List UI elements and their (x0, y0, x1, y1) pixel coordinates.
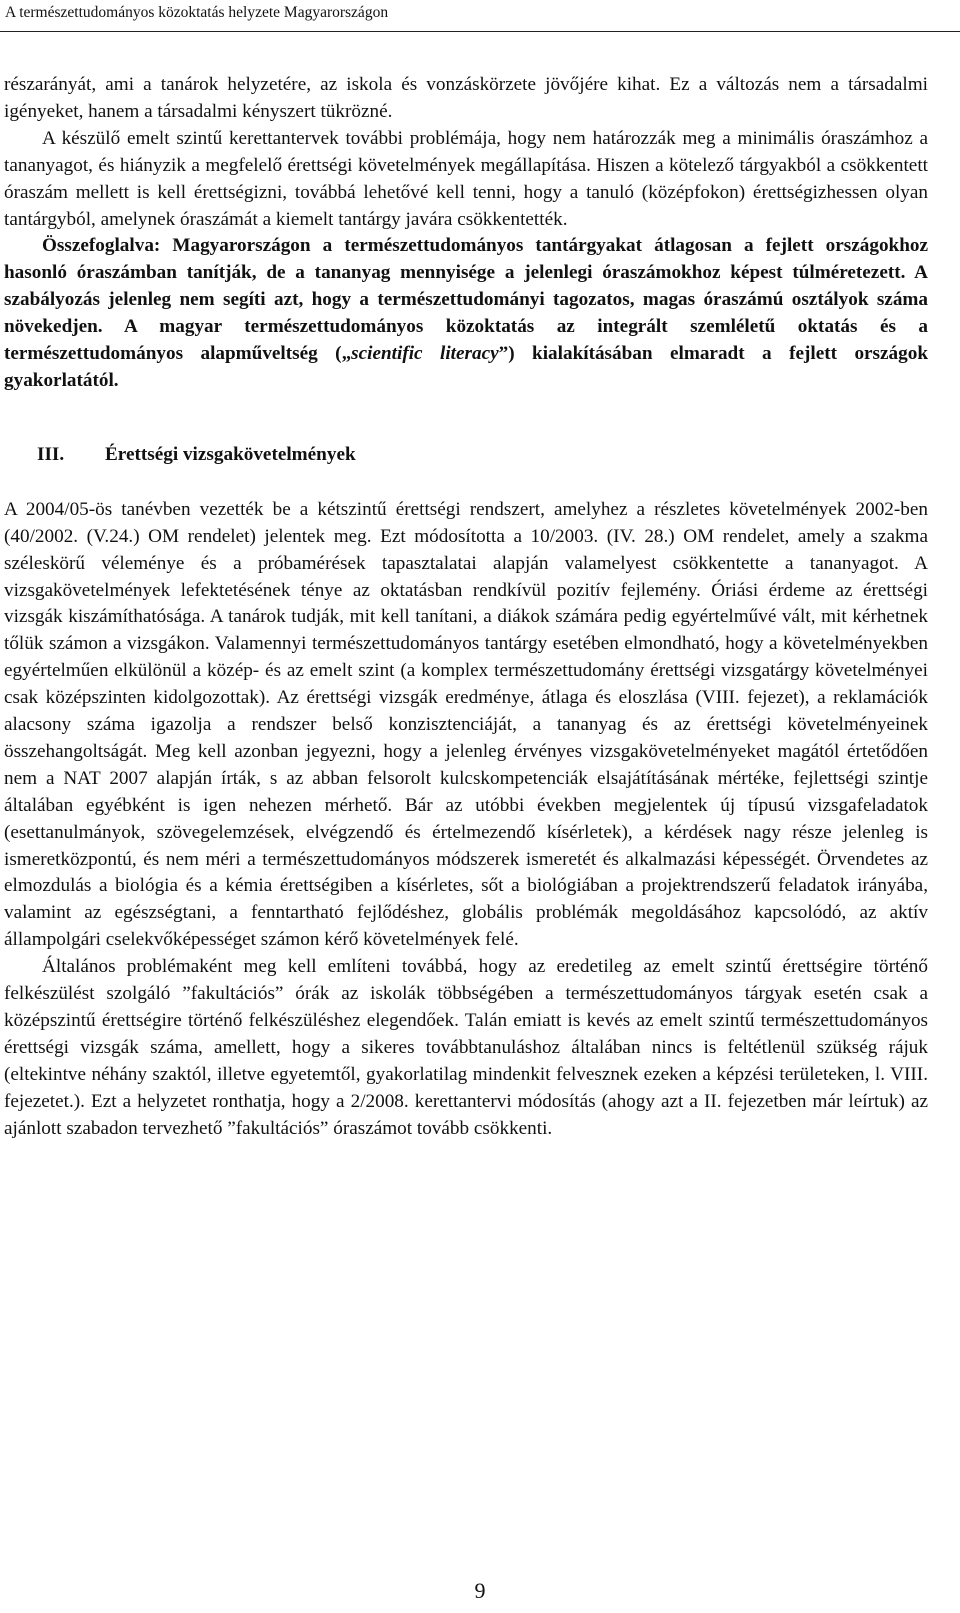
document-body (4, 72, 928, 1143)
summary-text-part1: Összefoglalva: Magyarországon a természettudományos tantárgyakat átlagosan a fejlett országokhoz hasonló óraszámban tanítják, de a tananyag mennyisége a jelenlegi óraszámokhoz képest túlméretezett. A szabályozás jelenleg nem segíti azt, hogy a természettudományi tagozatos, magas óraszámú osztályok száma növekedjen. A magyar természettudományos közoktatás az integrált szemléletű oktatás és a természettudományos alapműveltség („ (4, 235, 928, 365)
section-title: Érettségi vizsgakövetelmények (105, 443, 356, 465)
paragraph-erettsegi: A 2004/05-ös tanévben vezették be a kétszintű érettségi rendszert, amelyhez a részletes követelmények 2002-ben (40/2002. (V.24.) OM rendelet) jelentek meg. Ezt módosította a 10/2003. (IV. 28.) OM rendelet, amely a szakma széleskörű véleménye és a próbamérések tapasztalatai alapján valamelyest csökkentette a tananyagot. A vizsgakövetelmények lefektetésének ténye az oktatásban rendkívül pozitív fejlemény. Óriási érdeme az érettségi vizsgák kiszámíthatósága. A tanárok tudják, mit kell tanítani, a diákok számára pedig egyértelművé vált, mit kérhetnek tőlük számon a vizsgákon. Valamennyi természettudományos tantárgy esetében elmondható, hogy a követelményekben egyértelműen elkülönül a közép- és az emelt szint (a komplex természettudomány érettségi vizsgatárgy követelményei csak középszinten kidolgozottak). Az érettségi vizsgák eredménye, átlaga és eloszlása (VIII. fejezet), a reklamációk alacsony száma igazolja a rendszer belső konzisztenciáját, a tananyag és az érettségi követelményeinek összehangoltságát. Meg kell azonban jegyezni, hogy a jelenleg érvényes vizsgakövetelményeket magától értetődően nem a NAT 2007 alapján írták, s az abban felsorolt kulcskompetenciák elsajátításának mértéke, fejlettségi szintje általában egyébként is igen nehezen mérhető. Bár az utóbbi években megjelentek új típusú vizsgafeladatok (esettanulmányok, szövegelemzések, elvégzendő és értelmezendő kísérletek), a kérdések nagy része jelenleg is ismeretközpontú, és nem méri a természettudományos módszerek ismeretét és alkalmazási képességét. Örvendetes az elmozdulás a biológia és a kémia érettségiben a kísérletes, sőt a biológiában a projektrendszerű feladatok irányába, valamint az egészségtani, a fenntartható fejlődéshez, globális problémák megoldásához kapcsolódó, az aktív állampolgári cselekvőképességet számon kérő követelmények felé. (4, 498, 928, 951)
paragraph-fakultacio: Általános problémaként meg kell említeni továbbá, hogy az eredetileg az emelt szintű érettségire történő felkészülést szolgáló ”fakultációs” órák az iskolák többségében a természettudományos tárgyak esetén csak a középszintű érettségire történő felkészüléshez elegendőek. Talán emiatt is kevés az emelt szintű természettudományos érettségi vizsgák száma, amellett, hogy a sikeres továbbtanuláshoz általában nincs is feltétlenül szükség rájuk (eltekintve néhány szaktól, illetve egyetemtől, gyakorlatilag mindenkit felvesznek ezeken a képzési területeken, l. VIII. fejezetet.). Ezt a helyzetet ronthatja, hogy a 2/2008. kerettantervi módosítás (ahogy azt a II. fejezetben már leírtuk) az ajánlott szabadon tervezhető ”fakultációs” óraszámot tovább csökkenti. (4, 956, 928, 1139)
running-title: A természettudományos közoktatás helyzete Magyarországon (5, 4, 389, 21)
page-number: 9 (474, 1578, 486, 1603)
paragraph-kerettantervek: A készülő emelt szintű kerettantervek további problémája, hogy nem határozzák meg a minimális óraszámhoz a tananyagot, és hiányzik a megfelelő érettségi követelmények megállapítása. Hiszen a kötelező tárgyakból a csökkentett óraszám mellett is kell érettségizni, továbbá lehetővé kell tenni, hogy a tanuló (középfokon) érettségizhessen olyan tantárgyból, amelynek óraszámát a kiemelt tantárgy javára csökkentették. (4, 127, 928, 230)
section-number: III. (37, 443, 65, 465)
page-header (0, 0, 960, 46)
summary-italic-term: scientific literacy (351, 343, 499, 365)
paragraph-continuation: részarányát, ami a tanárok helyzetére, az iskola és vonzáskörzete jövőjére kihat. Ez a változás nem a társadalmi igényeket, hanem a társadalmi kényszert tükrözné. (4, 74, 928, 122)
header-divider (0, 31, 960, 32)
section-heading (4, 442, 928, 469)
summary-text-part2: ”) kialakításában elmaradt a fejlett országok gyakorlatától. (4, 343, 928, 391)
summary-paragraph (4, 233, 928, 394)
